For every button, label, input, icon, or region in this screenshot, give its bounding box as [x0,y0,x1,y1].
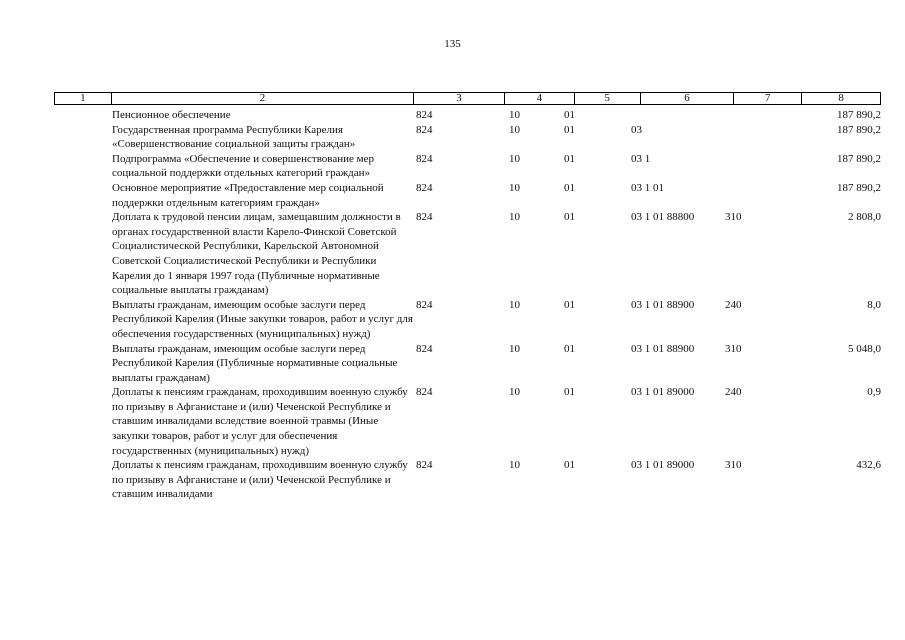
table-row [54,123,881,152]
row-col-7: 240 [725,298,742,311]
row-col-5: 01 [564,181,575,194]
row-col-4: 10 [509,123,520,136]
row-col-3: 824 [416,459,433,472]
table-row [54,298,881,342]
row-col-4: 10 [509,152,520,165]
header-col-6: 6 [640,93,734,104]
table-row [54,152,881,181]
row-col-7: 310 [725,211,742,224]
table-row [54,210,881,298]
table-row [54,385,881,458]
row-col-5: 01 [564,298,575,311]
row-col-7 [725,123,791,152]
row-amount: 432,6 [856,459,881,472]
row-col-4: 10 [509,109,520,121]
row-amount: 8,0 [867,298,881,311]
row-name: Государственная программа Республики Карелия «Совершенствование социальной защиты граждан» [112,123,356,151]
table-body [54,108,881,502]
header-col-8: 8 [801,93,880,104]
row-col-5: 01 [564,123,575,136]
row-amount: 187 890,2 [837,123,881,136]
row-col-3: 824 [416,386,433,399]
row-col-7: 240 [725,386,742,399]
row-amount: 5 048,0 [848,342,881,355]
row-col-4: 10 [509,211,520,224]
header-col-2: 2 [111,93,413,104]
row-col-3: 824 [416,109,433,121]
row-col-6: 03 1 01 88900 [631,298,695,311]
row-col-3: 824 [416,298,433,311]
header-col-4: 4 [504,93,574,104]
row-name: Доплата к трудовой пенсии лицам, замещавшим должности в органах государственной власти Карело-Финской Советской Социалистической Республики, Карельской Автономной Советской Социалистической Республики и Республики Карелия до 1 января 1997 года (Публичные нормативные социальные выплаты гражданам) [112,211,401,297]
row-col-6: 03 1 [631,152,651,165]
row-col-3: 824 [416,181,433,194]
row-col-3: 824 [416,211,433,224]
row-col-3: 824 [416,342,433,355]
row-col-6: 03 [631,123,642,136]
row-col-6 [631,108,725,123]
row-name: Подпрограмма «Обеспечение и совершенствование мер социальной поддержки отдельных категорий граждан» [112,152,374,180]
row-name: Основное мероприятие «Предоставление мер социальной поддержки отдельным категориям граждан» [112,181,384,209]
row-amount: 187 890,2 [837,181,881,194]
row-col-5: 01 [564,342,575,355]
row-col-6: 03 1 01 [631,181,664,194]
row-col-4: 10 [509,342,520,355]
row-col-6: 03 1 01 88800 [631,211,695,224]
row-col-7 [725,108,791,123]
row-col-7 [725,152,791,181]
row-col-4: 10 [509,386,520,399]
row-amount: 2 808,0 [848,211,881,224]
row-col-4: 10 [509,459,520,472]
row-col-4: 10 [509,181,520,194]
row-name: Пенсионное обеспечение [112,109,231,121]
table-row [54,108,881,123]
row-col-7: 310 [725,342,742,355]
row-amount: 0,9 [867,386,881,399]
row-col-7: 310 [725,459,742,472]
row-col-5: 01 [564,152,575,165]
row-col-7 [725,181,791,210]
header-col-1: 1 [80,92,86,104]
row-col-5: 01 [564,459,575,472]
row-name: Выплаты гражданам, имеющим особые заслуги перед Республикой Карелия (Иные закупки товаров, работ и услуг для обеспечения государственных (муниципальных) нужд) [112,298,413,340]
row-col-4: 10 [509,298,520,311]
table-row [54,458,881,502]
row-amount: 187 890,2 [837,109,881,121]
header-col-3: 3 [413,93,504,104]
table-row [54,342,881,386]
header-col-7: 7 [733,93,801,104]
row-col-6: 03 1 01 89000 [631,386,695,399]
row-col-5: 01 [564,211,575,224]
row-col-5: 01 [564,386,575,399]
row-col-5: 01 [564,109,575,121]
table-header [54,92,881,105]
row-name: Доплаты к пенсиям гражданам, проходившим военную службу по призыву в Афганистане и (или) Чеченской Республике и ставшим инвалидами вследствие военной травмы (Иные закупки товаров, работ и услуг для обеспечения государственных (муниципальных) нужд) [112,386,408,457]
row-amount: 187 890,2 [837,152,881,165]
table-row [54,181,881,210]
row-name: Выплаты гражданам, имеющим особые заслуги перед Республикой Карелия (Публичные нормативные социальные выплаты гражданам) [112,342,398,384]
page-number: 135 [444,38,461,50]
row-col-3: 824 [416,152,433,165]
row-col-3: 824 [416,123,433,136]
row-col-6: 03 1 01 88900 [631,342,695,355]
row-name: Доплаты к пенсиям гражданам, проходившим военную службу по призыву в Афганистане и (или) Чеченской Республике и ставшим инвалидами [112,459,408,501]
header-col-5: 5 [574,93,640,104]
row-col-6: 03 1 01 89000 [631,459,695,472]
